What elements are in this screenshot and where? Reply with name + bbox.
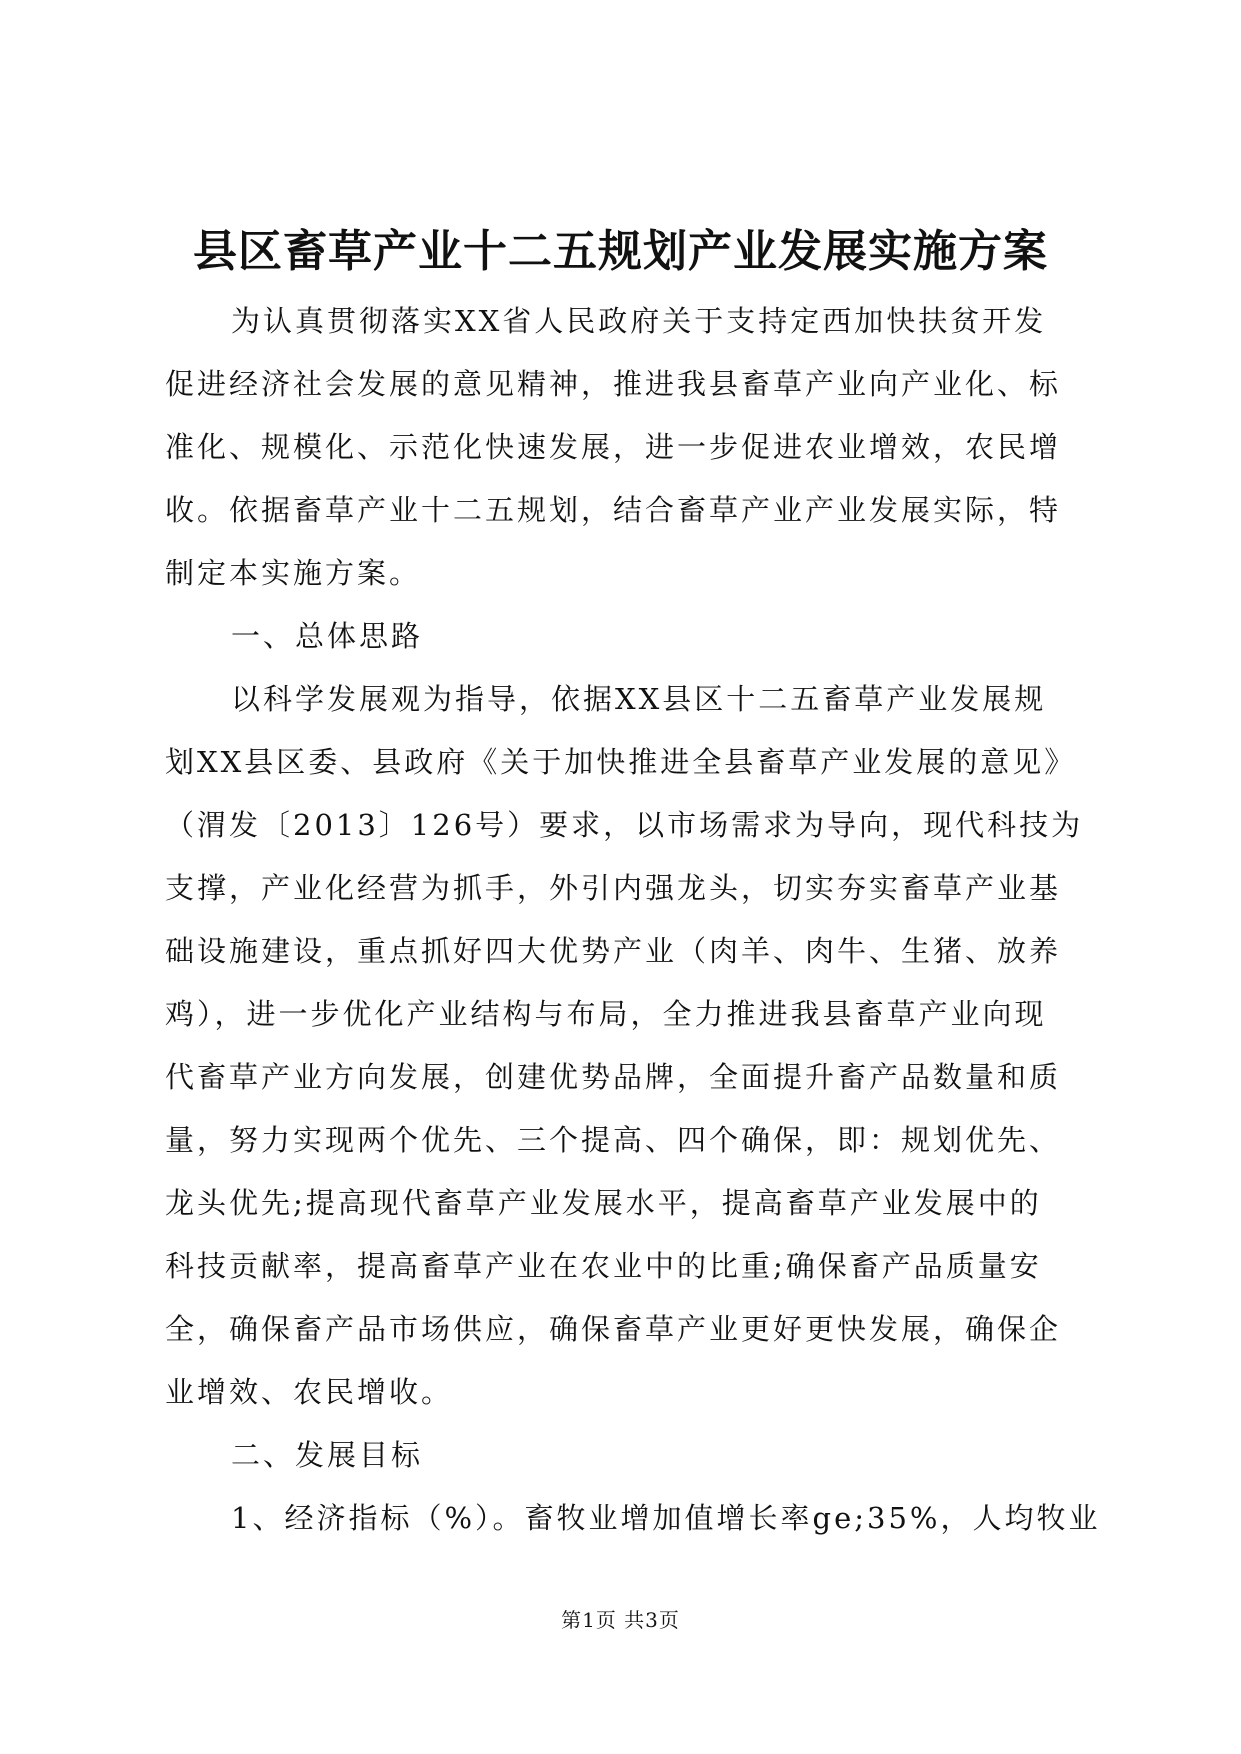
paragraph-line: 1、经济指标（%）。畜牧业增加值增长率ge;35%，人均牧业 (231, 1501, 1101, 1535)
section-heading: 二、发展目标 (231, 1438, 424, 1472)
section-heading: 一、总体思路 (231, 619, 424, 653)
paragraph-line: 科技贡献率，提高畜草产业在农业中的比重;确保畜产品质量安 (165, 1249, 1042, 1283)
paragraph-line: 准化、规模化、示范化快速发展，进一步促进农业增效，农民增 (165, 430, 1062, 464)
paragraph-line: 代畜草产业方向发展，创建优势品牌，全面提升畜产品数量和质 (165, 1060, 1062, 1094)
paragraph-line: 为认真贯彻落实XX省人民政府关于支持定西加快扶贫开发 (231, 304, 1047, 338)
paragraph-line: 全，确保畜产品市场供应，确保畜草产业更好更快发展，确保企 (165, 1312, 1062, 1346)
paragraph-line: 业增效、农民增收。 (165, 1375, 454, 1409)
paragraph-line: 促进经济社会发展的意见精神，推进我县畜草产业向产业化、标 (165, 367, 1062, 401)
page-footer: 第1页 共3页 (561, 1608, 680, 1632)
paragraph-line: 划XX县区委、县政府《关于加快推进全县畜草产业发展的意见》 (165, 745, 1077, 779)
paragraph-line: 收。依据畜草产业十二五规划，结合畜草产业产业发展实际，特 (165, 493, 1062, 527)
paragraph-line: 础设施建设，重点抓好四大优势产业（肉羊、肉牛、生猪、放养 (165, 934, 1062, 968)
paragraph-line: 龙头优先;提高现代畜草产业发展水平，提高畜草产业发展中的 (165, 1186, 1042, 1220)
document-title: 县区畜草产业十二五规划产业发展实施方案 (193, 226, 1048, 277)
document-body (165, 290, 1101, 1550)
paragraph-line: （渭发〔2013〕126号）要求，以市场需求为导向，现代科技为 (165, 808, 1084, 842)
paragraph-line: 以科学发展观为指导，依据XX县区十二五畜草产业发展规 (231, 682, 1047, 716)
paragraph-line: 量，努力实现两个优先、三个提高、四个确保，即：规划优先、 (165, 1123, 1062, 1157)
paragraph-line: 鸡），进一步优化产业结构与布局，全力推进我县畜草产业向现 (165, 997, 1047, 1031)
paragraph-line: 制定本实施方案。 (165, 556, 422, 590)
paragraph-line: 支撑，产业化经营为抓手，外引内强龙头，切实夯实畜草产业基 (165, 871, 1062, 905)
